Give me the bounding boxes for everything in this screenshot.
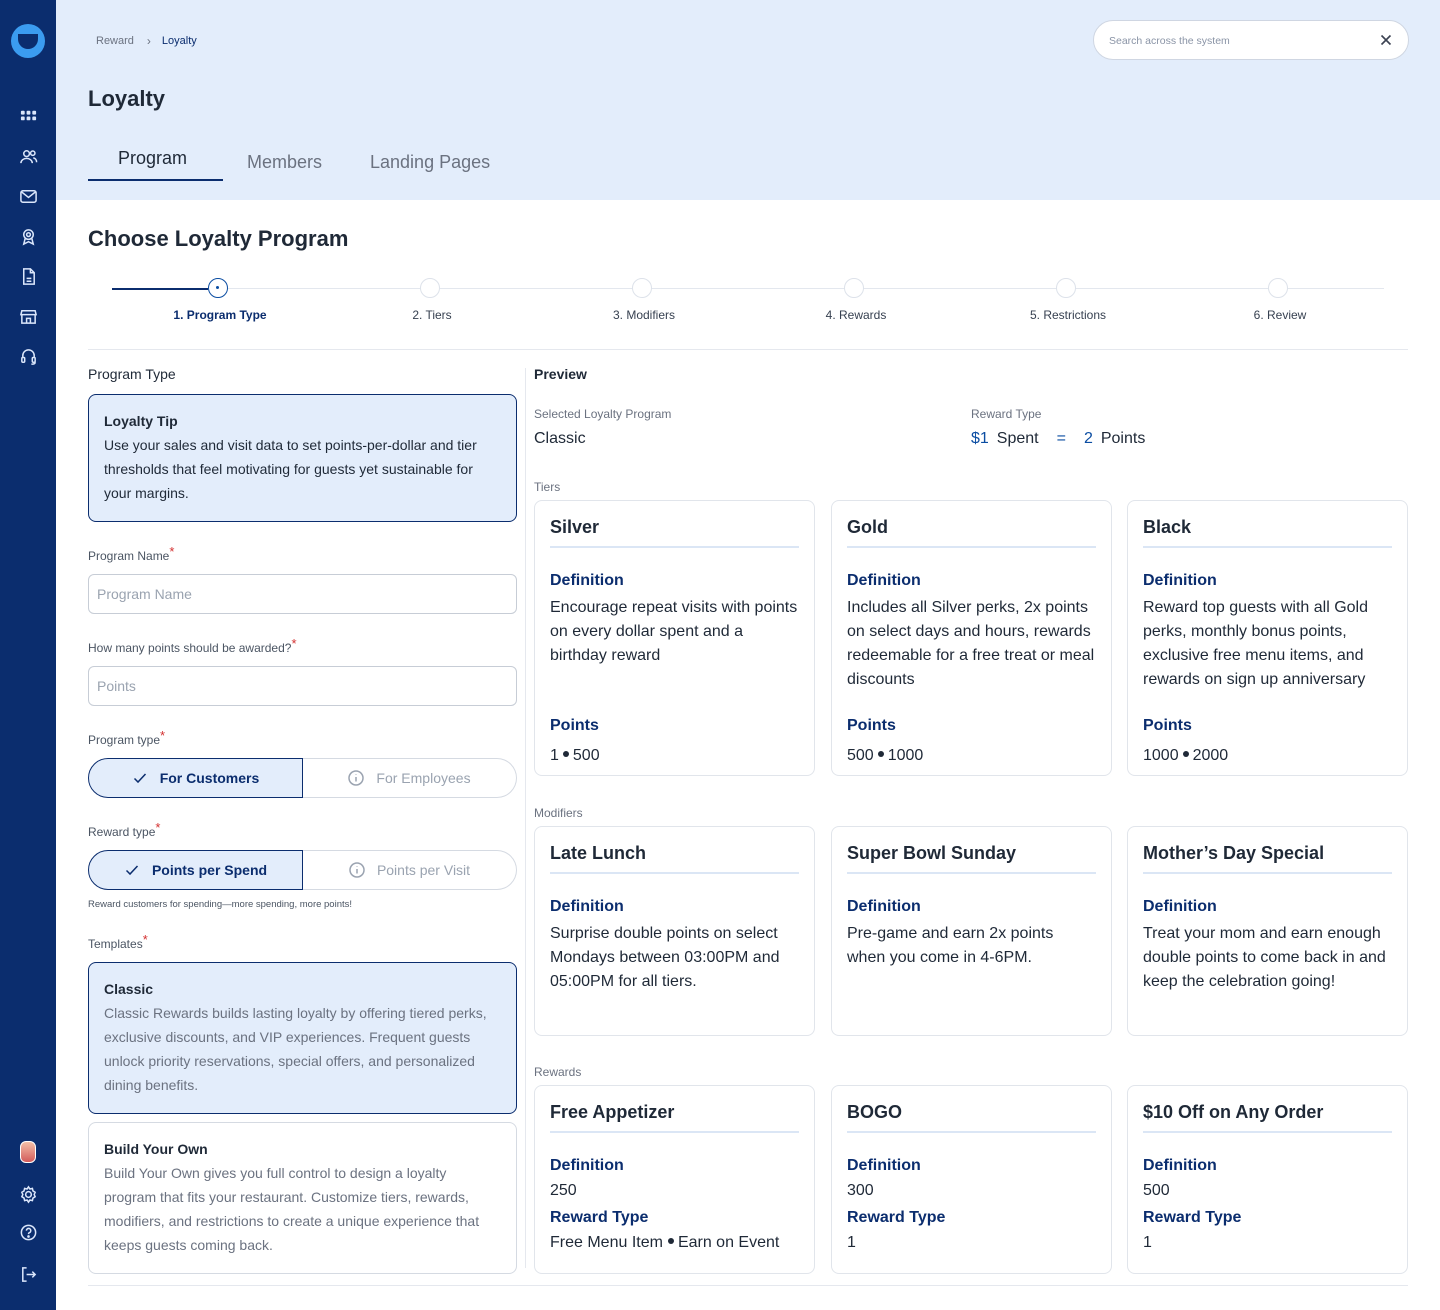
step-label-2[interactable]: 2. Tiers <box>412 308 452 322</box>
equals-sign: = <box>1056 430 1066 447</box>
modifier-card-late-lunch[interactable] <box>534 826 815 1036</box>
reward-definition: 250 <box>550 1182 577 1199</box>
spend-amount: $1 <box>971 430 989 447</box>
breadcrumb-reward[interactable]: Reward <box>96 35 134 47</box>
tier-card-black[interactable] <box>1127 500 1408 776</box>
program-type-toggle <box>88 758 517 798</box>
points-per-spend-label: Points per Spend <box>151 862 268 878</box>
points-amount: 2 <box>1083 430 1093 447</box>
tier-definition: Encourage repeat visits with points on every dollar spent and a birthday reward <box>550 599 798 664</box>
tab-landing-pages[interactable]: Landing Pages <box>370 152 491 172</box>
tiers-label: Tiers <box>534 480 561 494</box>
tier-name: Black <box>1143 517 1392 548</box>
points-range: 1 500 <box>550 747 600 764</box>
apps-grid-icon[interactable] <box>18 106 38 126</box>
divider <box>88 349 1408 350</box>
points-input[interactable] <box>97 676 497 696</box>
modifier-name: Late Lunch <box>550 843 799 874</box>
definition-heading: Definition <box>1143 1157 1217 1174</box>
column-divider <box>525 368 526 1268</box>
template-text: Classic Rewards builds lasting loyalty by offering tiered perks, exclusive discounts, and VIP experiences. Frequent guests unlock priority reservations, special offers, and personalized dining benefits. <box>104 1005 487 1093</box>
reward-type-preview-value <box>971 430 1145 448</box>
step-dot-4[interactable] <box>844 278 864 298</box>
program-name-field <box>88 574 517 614</box>
search-input[interactable] <box>1109 31 1359 51</box>
reward-type-value: 1 <box>847 1234 856 1251</box>
for-employees-option[interactable] <box>303 758 517 798</box>
points-per-visit-label: Points per Visit <box>376 862 471 878</box>
breadcrumb-loyalty: Loyalty <box>161 35 197 47</box>
template-text: Build Your Own gives you full control to design a loyalty program that fits your restaurant. Customize tiers, rewards, modifiers, and restrictions to create a unique experience that keeps guests coming back. <box>104 1165 480 1253</box>
modifier-card-super-bowl-sunday[interactable] <box>831 826 1112 1036</box>
reward-card-bogo[interactable] <box>831 1085 1112 1274</box>
tip-title: Loyalty Tip <box>104 413 178 429</box>
program-name-input[interactable] <box>97 584 497 604</box>
stepper-track <box>112 288 1384 289</box>
for-customers-option[interactable] <box>88 758 303 798</box>
step-dot-3[interactable] <box>632 278 652 298</box>
logout-icon[interactable] <box>18 1264 38 1284</box>
chevron-right-icon: › <box>146 34 151 48</box>
settings-icon[interactable] <box>18 1184 38 1204</box>
modifier-definition: Treat your mom and earn enough double points to come back in and keep the celebration going! <box>1143 925 1386 990</box>
section-title: Choose Loyalty Program <box>88 226 349 251</box>
reward-name: BOGO <box>847 1102 1096 1133</box>
modifier-name: Super Bowl Sunday <box>847 843 1096 874</box>
mail-icon[interactable] <box>18 186 38 206</box>
points-field <box>88 666 517 706</box>
step-dot-2[interactable] <box>420 278 440 298</box>
info-icon <box>349 862 365 878</box>
points-per-spend-option[interactable] <box>88 850 303 890</box>
modifier-definition: Surprise double points on select Mondays between 03:00PM and 05:00PM for all tiers. <box>550 925 780 990</box>
reward-type-label: Reward type* <box>88 820 161 839</box>
points-range: 1000 2000 <box>1143 747 1229 764</box>
definition-heading: Definition <box>1143 572 1217 589</box>
preview-title: Preview <box>534 366 587 382</box>
reward-type-value: 1 <box>1143 1234 1152 1251</box>
tab-members[interactable]: Members <box>247 152 323 172</box>
loyalty-tip <box>88 394 517 522</box>
header <box>56 0 1440 200</box>
definition-heading: Definition <box>550 898 624 915</box>
modifier-name: Mother’s Day Special <box>1143 843 1392 874</box>
points-heading: Points <box>1143 717 1192 734</box>
search-box <box>1093 20 1409 60</box>
avatar[interactable] <box>20 1141 36 1163</box>
reward-type-heading: Reward Type <box>1143 1209 1242 1226</box>
page-title: Loyalty <box>88 86 166 111</box>
reward-card-10-off-any-order[interactable] <box>1127 1085 1408 1274</box>
for-employees-label: For Employees <box>376 770 471 786</box>
tier-definition: Includes all Silver perks, 2x points on select days and hours, rewards redeemable for a free treat or meal discounts <box>847 599 1095 688</box>
reward-definition: 500 <box>1143 1182 1170 1199</box>
template-build-your-own[interactable] <box>88 1122 517 1274</box>
template-classic[interactable] <box>88 962 517 1114</box>
points-heading: Points <box>550 717 599 734</box>
close-icon[interactable] <box>1378 32 1394 48</box>
tier-name: Gold <box>847 517 1096 548</box>
definition-heading: Definition <box>1143 898 1217 915</box>
step-label-1[interactable]: 1. Program Type <box>173 308 267 322</box>
step-label-4[interactable]: 4. Rewards <box>825 308 887 322</box>
step-dot-5[interactable] <box>1056 278 1076 298</box>
reward-card-free-appetizer[interactable] <box>534 1085 815 1274</box>
tier-card-silver[interactable] <box>534 500 815 776</box>
points-heading: Points <box>847 717 896 734</box>
template-title: Classic <box>104 981 154 997</box>
info-icon <box>348 770 364 786</box>
step-dot-1[interactable] <box>208 278 228 298</box>
document-icon[interactable] <box>18 266 38 286</box>
check-icon <box>124 862 140 878</box>
step-label-3[interactable]: 3. Modifiers <box>612 308 676 322</box>
points-range: 500 1000 <box>847 747 924 764</box>
tab-bar <box>88 138 490 181</box>
step-label-6[interactable]: 6. Review <box>1253 308 1307 322</box>
support-icon[interactable] <box>18 346 38 366</box>
definition-heading: Definition <box>847 572 921 589</box>
reward-definition: 300 <box>847 1182 874 1199</box>
rewards-label: Rewards <box>534 1065 582 1079</box>
definition-heading: Definition <box>847 1157 921 1174</box>
reward-type-heading: Reward Type <box>847 1209 946 1226</box>
logo-icon[interactable] <box>11 24 45 58</box>
reward-type-preview-label: Reward Type <box>971 407 1042 421</box>
for-customers-label: For Customers <box>159 770 260 786</box>
award-icon[interactable] <box>18 226 38 246</box>
definition-heading: Definition <box>550 1157 624 1174</box>
definition-heading: Definition <box>847 898 921 915</box>
reward-name: Free Appetizer <box>550 1102 799 1133</box>
points-word: Points <box>1100 430 1146 447</box>
program-name-label: Program Name* <box>88 544 175 563</box>
points-label: How many points should be awarded?* <box>88 636 297 655</box>
tier-name: Silver <box>550 517 799 548</box>
breadcrumb <box>96 34 197 48</box>
tier-definition: Reward top guests with all Gold perks, monthly bonus points, exclusive free menu items, and rewards on sign up anniversary <box>1143 599 1368 688</box>
tab-program[interactable]: Program <box>88 138 223 181</box>
modifier-card-mothers-day-special[interactable] <box>1127 826 1408 1036</box>
template-title: Build Your Own <box>104 1141 208 1157</box>
help-icon[interactable] <box>18 1222 38 1242</box>
selected-program-label: Selected Loyalty Program <box>534 407 672 421</box>
step-dot-6[interactable] <box>1268 278 1288 298</box>
reward-type-value: Free Menu Item Earn on Event <box>550 1234 780 1251</box>
program-type-label: Program type* <box>88 728 166 747</box>
modifiers-label: Modifiers <box>534 806 583 820</box>
divider <box>88 1285 1408 1286</box>
templates-label: Templates* <box>88 932 148 951</box>
stepper-progress <box>112 288 208 290</box>
step-label-5[interactable]: 5. Restrictions <box>1029 308 1107 322</box>
sidebar <box>0 0 56 1310</box>
reward-name: $10 Off on Any Order <box>1143 1102 1392 1133</box>
spent-word: Spent <box>996 430 1039 447</box>
users-icon[interactable] <box>18 146 38 166</box>
check-icon <box>132 770 148 786</box>
modifier-definition: Pre-game and earn 2x points when you come in 4-6PM. <box>847 925 1054 966</box>
tip-text: Use your sales and visit data to set points-per-dollar and tier thresholds that feel motivating for guests yet sustainable for your margins. <box>104 437 477 501</box>
reward-type-hint: Reward customers for spending—more spending, more points! <box>88 899 353 910</box>
stepper <box>112 278 1384 328</box>
program-type-heading: Program Type <box>88 366 176 382</box>
store-icon[interactable] <box>18 306 38 326</box>
reward-type-heading: Reward Type <box>550 1209 649 1226</box>
definition-heading: Definition <box>550 572 624 589</box>
selected-program-value: Classic <box>534 430 586 447</box>
reward-type-toggle <box>88 850 517 890</box>
tier-card-gold[interactable] <box>831 500 1112 776</box>
points-per-visit-option[interactable] <box>303 850 517 890</box>
